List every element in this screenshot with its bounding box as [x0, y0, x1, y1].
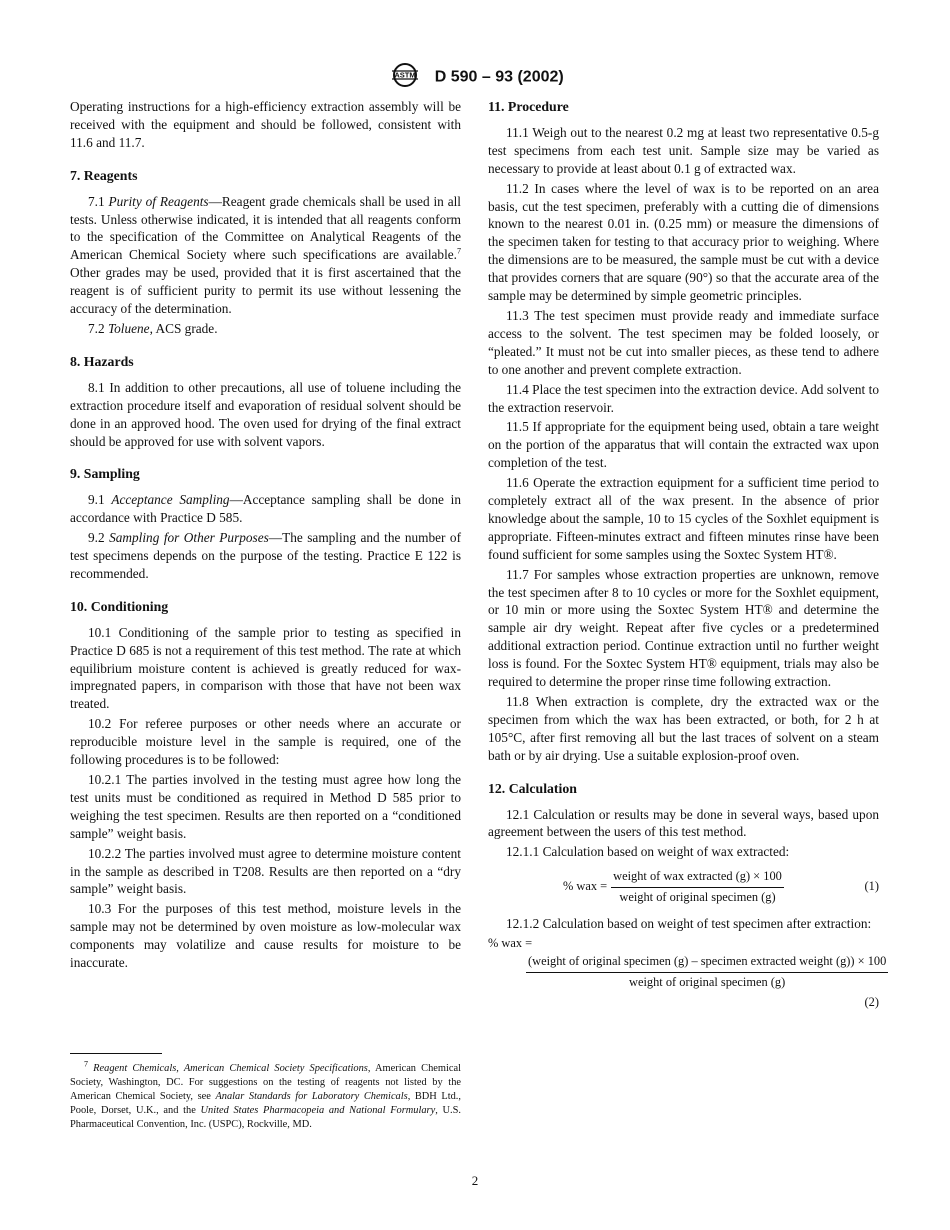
section-9-heading: 9. Sampling	[70, 466, 140, 482]
paragraph-11-6: 11.6 Operate the extraction equipment for a sufficient time period to completely extract all of the wax present. In the absence of prior knowledge about the sample, 10 to 15 cycles of the Soxhlet equipment is appropriate. Fifteen-minutes extract and fifteen minutes rinse have been found sufficient for some samples using the Soxtec System HT®.	[488, 475, 879, 562]
document-designation: D 590 – 93 (2002)	[434, 68, 564, 86]
section-8-heading: 8. Hazards	[70, 353, 134, 369]
paragraph-7-1: 7.1 Purity of Reagents—Reagent grade chemicals shall be used in all tests. Unless otherwise indicated, it is intended that all reagents conform to the specification of the Committee on Analytical Reagents of the American Chemical Society where such specifications are available.$^7$ Other grades may be used, provided that it is first ascertained that the reagent is of sufficient purity to permit its use without lessening the accuracy of the determination.	[70, 193, 462, 317]
paragraph-9-1: 9.1 Acceptance Sampling—Acceptance sampling shall be done in accordance with Practice D 585.	[70, 492, 462, 526]
paragraph-12-1-1: 12.1.1 Calculation based on weight of wax extracted:	[506, 844, 790, 860]
equation-1	[488, 867, 879, 907]
right-column	[488, 98, 887, 1012]
footnote-divider	[70, 1053, 162, 1054]
footnote-7: $^7$ Reagent Chemicals, American Chemical Society Specifications, American Chemical Society, Washington, DC. For suggestions on the testing of reagents not listed by the American Chemical Society, see Analar Standards for Laboratory Chemicals, BDH Ltd., Poole, Dorset, U.K., and the United States Pharmacopeia and National Formulary, U.S. Pharmaceutical Convention, Inc. (USPC), Rockville, MD.	[70, 1059, 461, 1130]
equation-2-denominator: weight of original specimen (g)	[629, 974, 786, 989]
section-10-heading: 10. Conditioning	[70, 598, 169, 614]
equation-2	[488, 953, 887, 1012]
paragraph-8-1: 8.1 In addition to other precautions, all use of toluene including the extraction procedure itself and evaporation of residual solvent should be done in an approved hood. The oven used for drying of the final extract should be approved for use with solvent vapors.	[70, 379, 461, 449]
section-11-heading: 11. Procedure	[488, 99, 569, 114]
svg-text:ASTM: ASTM	[394, 70, 416, 80]
section-12-heading: 12. Calculation	[488, 780, 577, 796]
paragraph-11-3: 11.3 The test specimen must provide ready and immediate surface access to the solvent. The test specimen may be folded loosely, or “pleated.” It must not be cut into smaller pieces, as these tend to adhere to one another and prevent complete extraction.	[488, 307, 879, 377]
equation-2-lhs: % wax =	[488, 936, 533, 951]
paragraph-12-1-2: 12.1.2 Calculation based on weight of test specimen after extraction:	[506, 916, 872, 932]
equation-2-fraction	[526, 953, 888, 992]
page-header	[0, 62, 950, 93]
section-7-heading: 7. Reagents	[70, 167, 138, 183]
footnote-ref-7: 7	[457, 246, 461, 256]
paragraph-10-3: 10.3 For the purposes of this test method, moisture levels in the sample may not be determined by oven moisture as low-molecular wax components may volatilize and cause results for moisture to be inaccurate.	[70, 901, 461, 971]
paragraph-10-2: 10.2 For referee purposes or other needs where an accurate or reproducible moisture level in the sample is required, one of the following procedures is to be followed:	[70, 716, 461, 768]
paragraph-11-4: 11.4 Place the test specimen into the extraction device. Add solvent to the extraction reservoir.	[488, 381, 879, 415]
equation-2-numerator: (weight of original specimen (g) – specimen extracted weight (g)) × 100	[526, 953, 888, 973]
equation-1-number: (1)	[864, 879, 879, 894]
intro-paragraph: Operating instructions for a high-efficiency extraction assembly will be received with the equipment and should be followed, consistent with 11.6 and 11.7.	[70, 99, 461, 150]
equation-1-numerator: weight of wax extracted (g) × 100	[611, 868, 784, 888]
equation-1-denominator: weight of original specimen (g)	[619, 889, 776, 904]
astm-logo-icon	[386, 62, 424, 93]
paragraph-12-1: 12.1 Calculation or results may be done in several ways, based upon agreement between the users of this test method.	[488, 806, 879, 840]
page-number: 2	[471, 1173, 479, 1188]
equation-1-lhs: % wax =	[563, 879, 608, 894]
paragraph-10-1: 10.1 Conditioning of the sample prior to testing as specified in Practice D 685 is not a requirement of this test method. The rate at which equilibrium moisture content is achieved is greatly reduced for wax-impregnated papers, in comparison with those that have not been wax treated.	[70, 624, 461, 712]
paragraph-10-2-1: 10.2.1 The parties involved in the testing must agree how long the test units must be conditioned as required in Method D 585 prior to weighing the test specimen. Results are then reported on a “conditioned sample” weight basis.	[70, 772, 461, 841]
left-column	[70, 98, 461, 974]
paragraph-11-2: 11.2 In cases where the level of wax is to be reported on an area basis, cut the test specimen, preferably with a cutting die of dimensions known to the nearest 0.01 in. (0.25 mm) or measure the dimensions of the specimen taken for testing to that accuracy prior to weighing. Where the dimensions are to be measured, the sample must be cut with a device that provides corners that are square (90°) so that the accurate area of the sample may be determined by simple geometric principles.	[488, 180, 879, 304]
equation-1-fraction	[611, 868, 784, 907]
equation-2-number: (2)	[864, 994, 879, 1009]
paragraph-10-2-2: 10.2.2 The parties involved must agree to determine moisture content in the sample as described in T208. Results are then reported on a “dry sample” weight basis.	[70, 845, 461, 897]
paragraph-11-7: 11.7 For samples whose extraction properties are unknown, remove the test specimen after 8 to 10 cycles or more for the Soxhlet equipment, or 10 min or more using the Soxtec System HT® and determine the sample air dry weight. Repeat after five cycles or a predetermined additional extraction period. Continue extraction until no further weight loss is found. For the Soxtec System HT® equipment, trials may also be required to determine the proper rinse time following extraction.	[488, 566, 879, 690]
paragraph-9-2: 9.2 Sampling for Other Purposes—The sampling and the number of test specimens depends on the purpose of the testing. Practice E 122 is recommended.	[70, 530, 462, 581]
paragraph-11-1: 11.1 Weigh out to the nearest 0.2 mg at least two representative 0.5-g test specimens from each test unit. Sample size may be varied as necessary to provide at least about 0.1 g of extracted wax.	[488, 124, 879, 176]
paragraph-11-5: 11.5 If appropriate for the equipment being used, obtain a tare weight on the portion of the apparatus that will contain the extracted wax upon completion of the test.	[488, 419, 879, 471]
paragraph-11-8: 11.8 When extraction is complete, dry the extracted wax or the specimen from which the wax has been extracted, or both, for 2 h at 105°C, after first removing all but the last traces of solvent on a steam bath or by air drying. Use a suitable explosion-proof oven.	[488, 694, 879, 763]
paragraph-7-2: 7.2 Toluene, ACS grade.	[88, 320, 218, 336]
